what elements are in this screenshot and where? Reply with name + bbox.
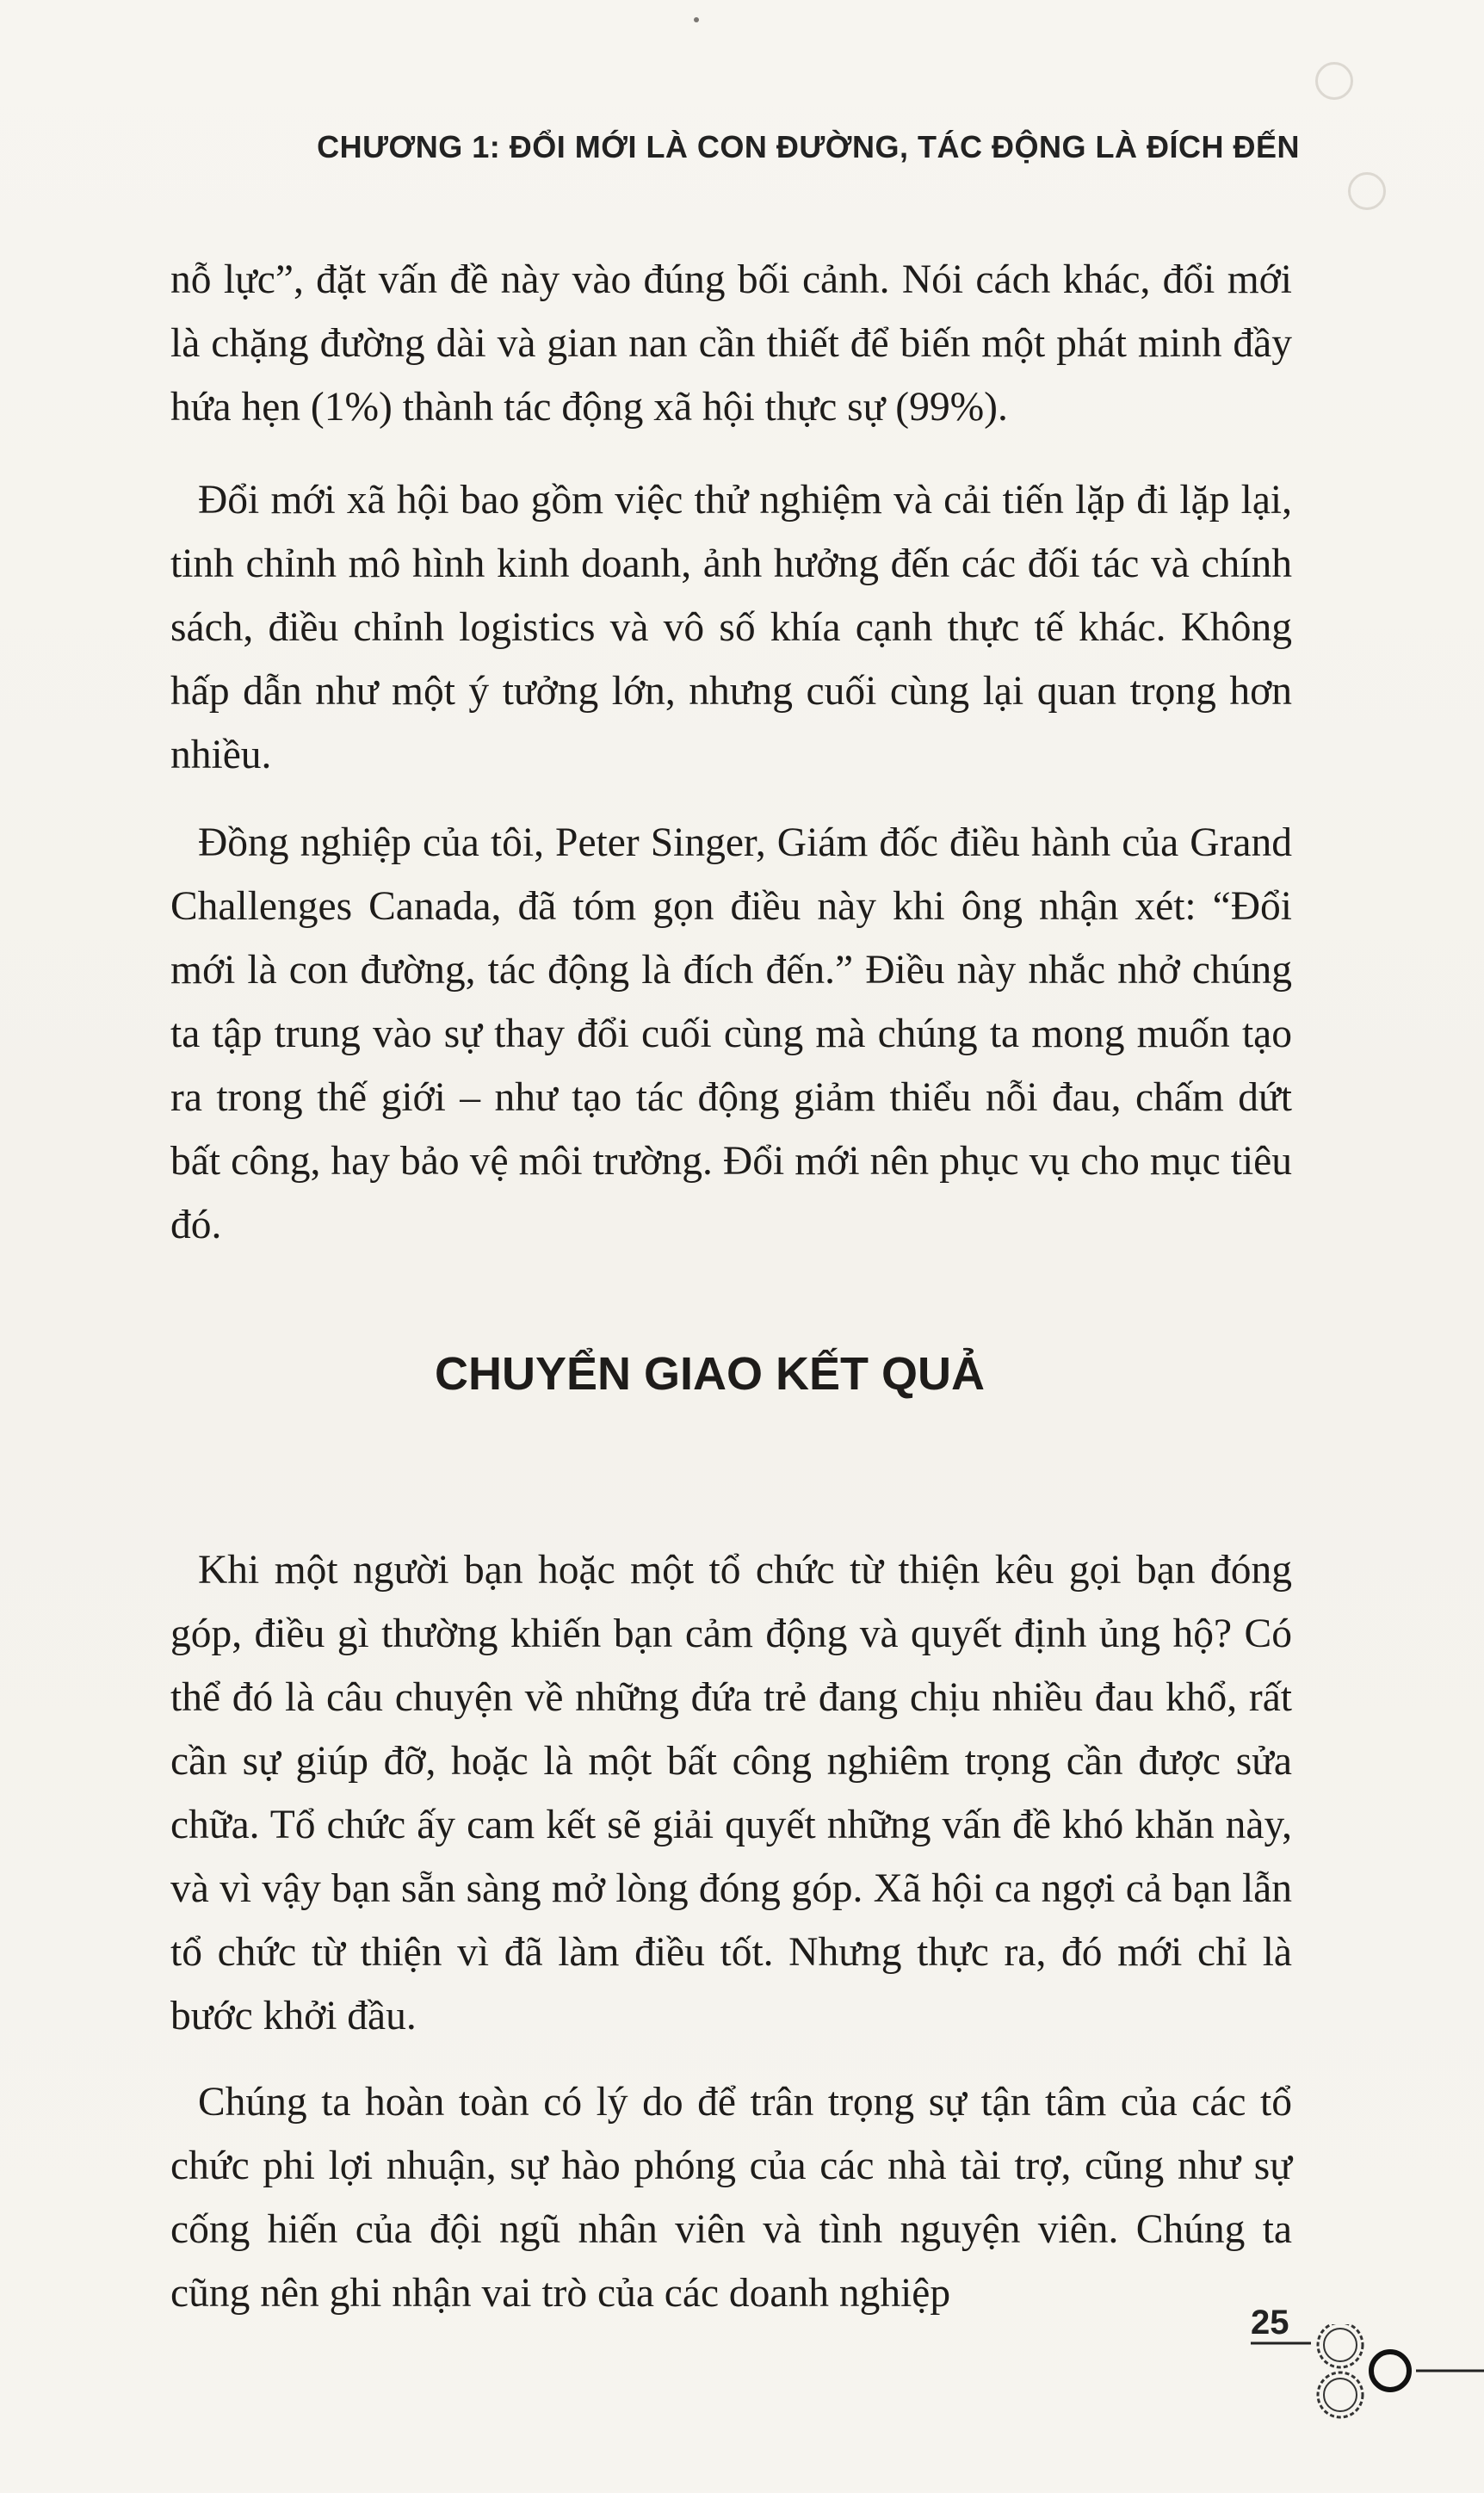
section-heading: CHUYỂN GIAO KẾT QUẢ (435, 1348, 986, 1400)
paragraph: Khi một người bạn hoặc một tổ chức từ thiện kêu gọi bạn đóng góp, điều gì thường khiến bạn cảm động và quyết định ủng hộ? Có thể đó là câu chuyện về những đứa trẻ đang chịu nhiều đau khổ, rất cần sự giúp đỡ, hoặc là một bất công nghiêm trọng cần được sửa chữa. Tổ chức ấy cam kết sẽ giải quyết những vấn đề khó khăn này, và vì vậy bạn sẵn sàng mở lòng đóng góp. Xã hội ca ngợi cả bạn lẫn tổ chức từ thiện vì đã làm điều tốt. Nhưng thực ra, đó mới chỉ là bước khởi đầu. (170, 1548, 1292, 2038)
gear-circles-ornament-icon (1251, 2324, 1484, 2493)
paragraph: Đổi mới xã hội bao gồm việc thử nghiệm và cải tiến lặp đi lặp lại, tinh chỉnh mô hình kinh doanh, ảnh hưởng đến các đối tác và chính sách, điều chỉnh logistics và vô số khía cạnh thực tế khác. Không hấp dẫn như một ý tưởng lớn, nhưng cuối cùng lại quan trọng hơn nhiều. (170, 478, 1292, 777)
paragraph: Đồng nghiệp của tôi, Peter Singer, Giám đốc điều hành của Grand Challenges Canada, đã tóm gọn điều này khi ông nhận xét: “Đổi mới là con đường, tác động là đích đến.” Điều này nhắc nhở chúng ta tập trung vào sự thay đổi cuối cùng mà chúng ta mong muốn tạo ra trong thế giới – như tạo tác động giảm thiểu nỗi đau, chấm dứt bất công, hay bảo vệ môi trường. Đổi mới nên phục vụ cho mục tiêu đó. (170, 820, 1292, 1247)
print-dot (694, 17, 699, 22)
paragraph: nỗ lực”, đặt vấn đề này vào đúng bối cảnh. Nói cách khác, đổi mới là chặng đường dài và gian nan cần thiết để biến một phát minh đầy hứa hẹn (1%) thành tác động xã hội thực sự (99%). (170, 257, 1292, 430)
page-number: 25 (1251, 2304, 1289, 2341)
bleed-through-circle-icon (1348, 172, 1386, 210)
running-head: CHƯƠNG 1: ĐỔI MỚI LÀ CON ĐƯỜNG, TÁC ĐỘNG LÀ ĐÍCH ĐẾN (317, 129, 1300, 164)
bleed-through-circle-icon (1315, 62, 1353, 100)
paragraph: Chúng ta hoàn toàn có lý do để trân trọng sự tận tâm của các tổ chức phi lợi nhuận, sự hào phóng của các nhà tài trợ, cũng như sự cống hiến của đội ngũ nhân viên và tình nguyện viên. Chúng ta cũng nên ghi nhận vai trò của các doanh nghiệp (170, 2080, 1292, 2316)
